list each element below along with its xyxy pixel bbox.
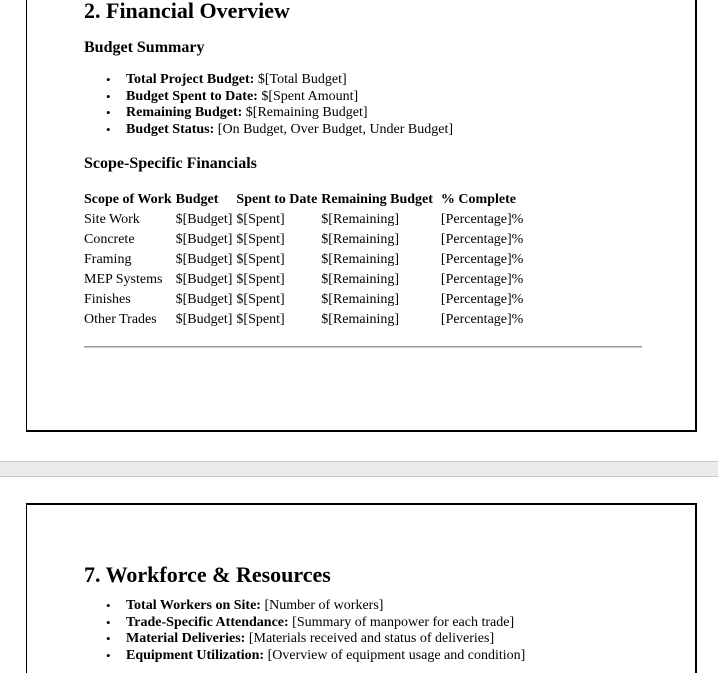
list-item: • Trade-Specific Attendance: [Summary of manpower for each trade] — [126, 615, 525, 632]
table-cell: $[Remaining] — [321, 232, 400, 248]
horizontal-rule — [84, 346, 642, 348]
table-cell: $[Budget] — [175, 252, 233, 268]
table-cell: Concrete — [84, 232, 135, 248]
table-cell: $[Spent] — [236, 252, 285, 268]
table-cell: $[Remaining] — [321, 252, 400, 268]
column-header: Scope of Work — [84, 192, 172, 208]
table-cell: [Percentage]% — [440, 312, 524, 328]
table-cell: $[Remaining] — [321, 312, 400, 328]
list-item: • Remaining Budget: $[Remaining Budget] — [126, 105, 525, 122]
scope-financials-table — [82, 190, 525, 330]
list-item: • Budget Status: [On Budget, Over Budget, Under Budget] — [126, 122, 525, 139]
table-cell: Site Work — [84, 212, 140, 228]
list-item: • Budget Spent to Date: $[Spent Amount] — [126, 89, 525, 106]
table-row — [82, 290, 525, 310]
table-cell: $[Remaining] — [321, 292, 400, 308]
table-cell: $[Spent] — [236, 292, 285, 308]
financial-overview-section — [84, 0, 525, 330]
section-title-workforce-resources: 7. Workforce & Resources — [84, 562, 331, 587]
table-row — [82, 310, 525, 330]
list-item: • Total Project Budget: $[Total Budget] — [126, 72, 525, 89]
column-header: Spent to Date — [236, 192, 318, 208]
column-header: % Complete — [440, 192, 516, 208]
column-header: Budget — [175, 192, 219, 208]
table-cell: $[Budget] — [175, 232, 233, 248]
table-row — [82, 230, 525, 250]
table-cell: $[Budget] — [175, 312, 233, 328]
workforce-resources-section — [84, 562, 525, 664]
table-cell: $[Spent] — [236, 212, 285, 228]
table-cell: Framing — [84, 252, 132, 268]
budget-summary-list — [84, 72, 525, 138]
table-cell: [Percentage]% — [440, 252, 524, 268]
budget-summary-heading: Budget Summary — [84, 39, 205, 56]
document-page-2 — [26, 0, 697, 432]
workforce-list — [84, 598, 525, 664]
table-row — [82, 210, 525, 230]
table-cell: $[Budget] — [175, 212, 233, 228]
table-cell: [Percentage]% — [440, 272, 524, 288]
table-cell: Finishes — [84, 292, 131, 308]
table-cell: $[Remaining] — [321, 272, 400, 288]
list-item: • Material Deliveries: [Materials received and status of deliveries] — [126, 631, 525, 648]
table-cell: [Percentage]% — [440, 232, 524, 248]
list-item: • Total Workers on Site: [Number of workers] — [126, 598, 525, 615]
table-cell: [Percentage]% — [440, 212, 524, 228]
section-title-financial-overview: 2. Financial Overview — [84, 0, 290, 23]
table-row — [82, 270, 525, 290]
list-item: • Equipment Utilization: [Overview of equipment usage and condition] — [126, 648, 525, 665]
table-cell: $[Spent] — [236, 232, 285, 248]
table-cell: $[Budget] — [175, 292, 233, 308]
page-separator — [0, 461, 718, 477]
table-cell: $[Budget] — [175, 272, 233, 288]
table-cell: $[Spent] — [236, 312, 285, 328]
table-cell: MEP Systems — [84, 272, 163, 288]
table-cell: $[Spent] — [236, 272, 285, 288]
table-header-row — [82, 190, 525, 210]
column-header: Remaining Budget — [321, 192, 433, 208]
document-page-7 — [26, 503, 697, 673]
table-cell: Other Trades — [84, 312, 157, 328]
table-cell: $[Remaining] — [321, 212, 400, 228]
scope-financials-heading: Scope-Specific Financials — [84, 155, 257, 173]
table-cell: [Percentage]% — [440, 292, 524, 308]
table-row — [82, 250, 525, 270]
